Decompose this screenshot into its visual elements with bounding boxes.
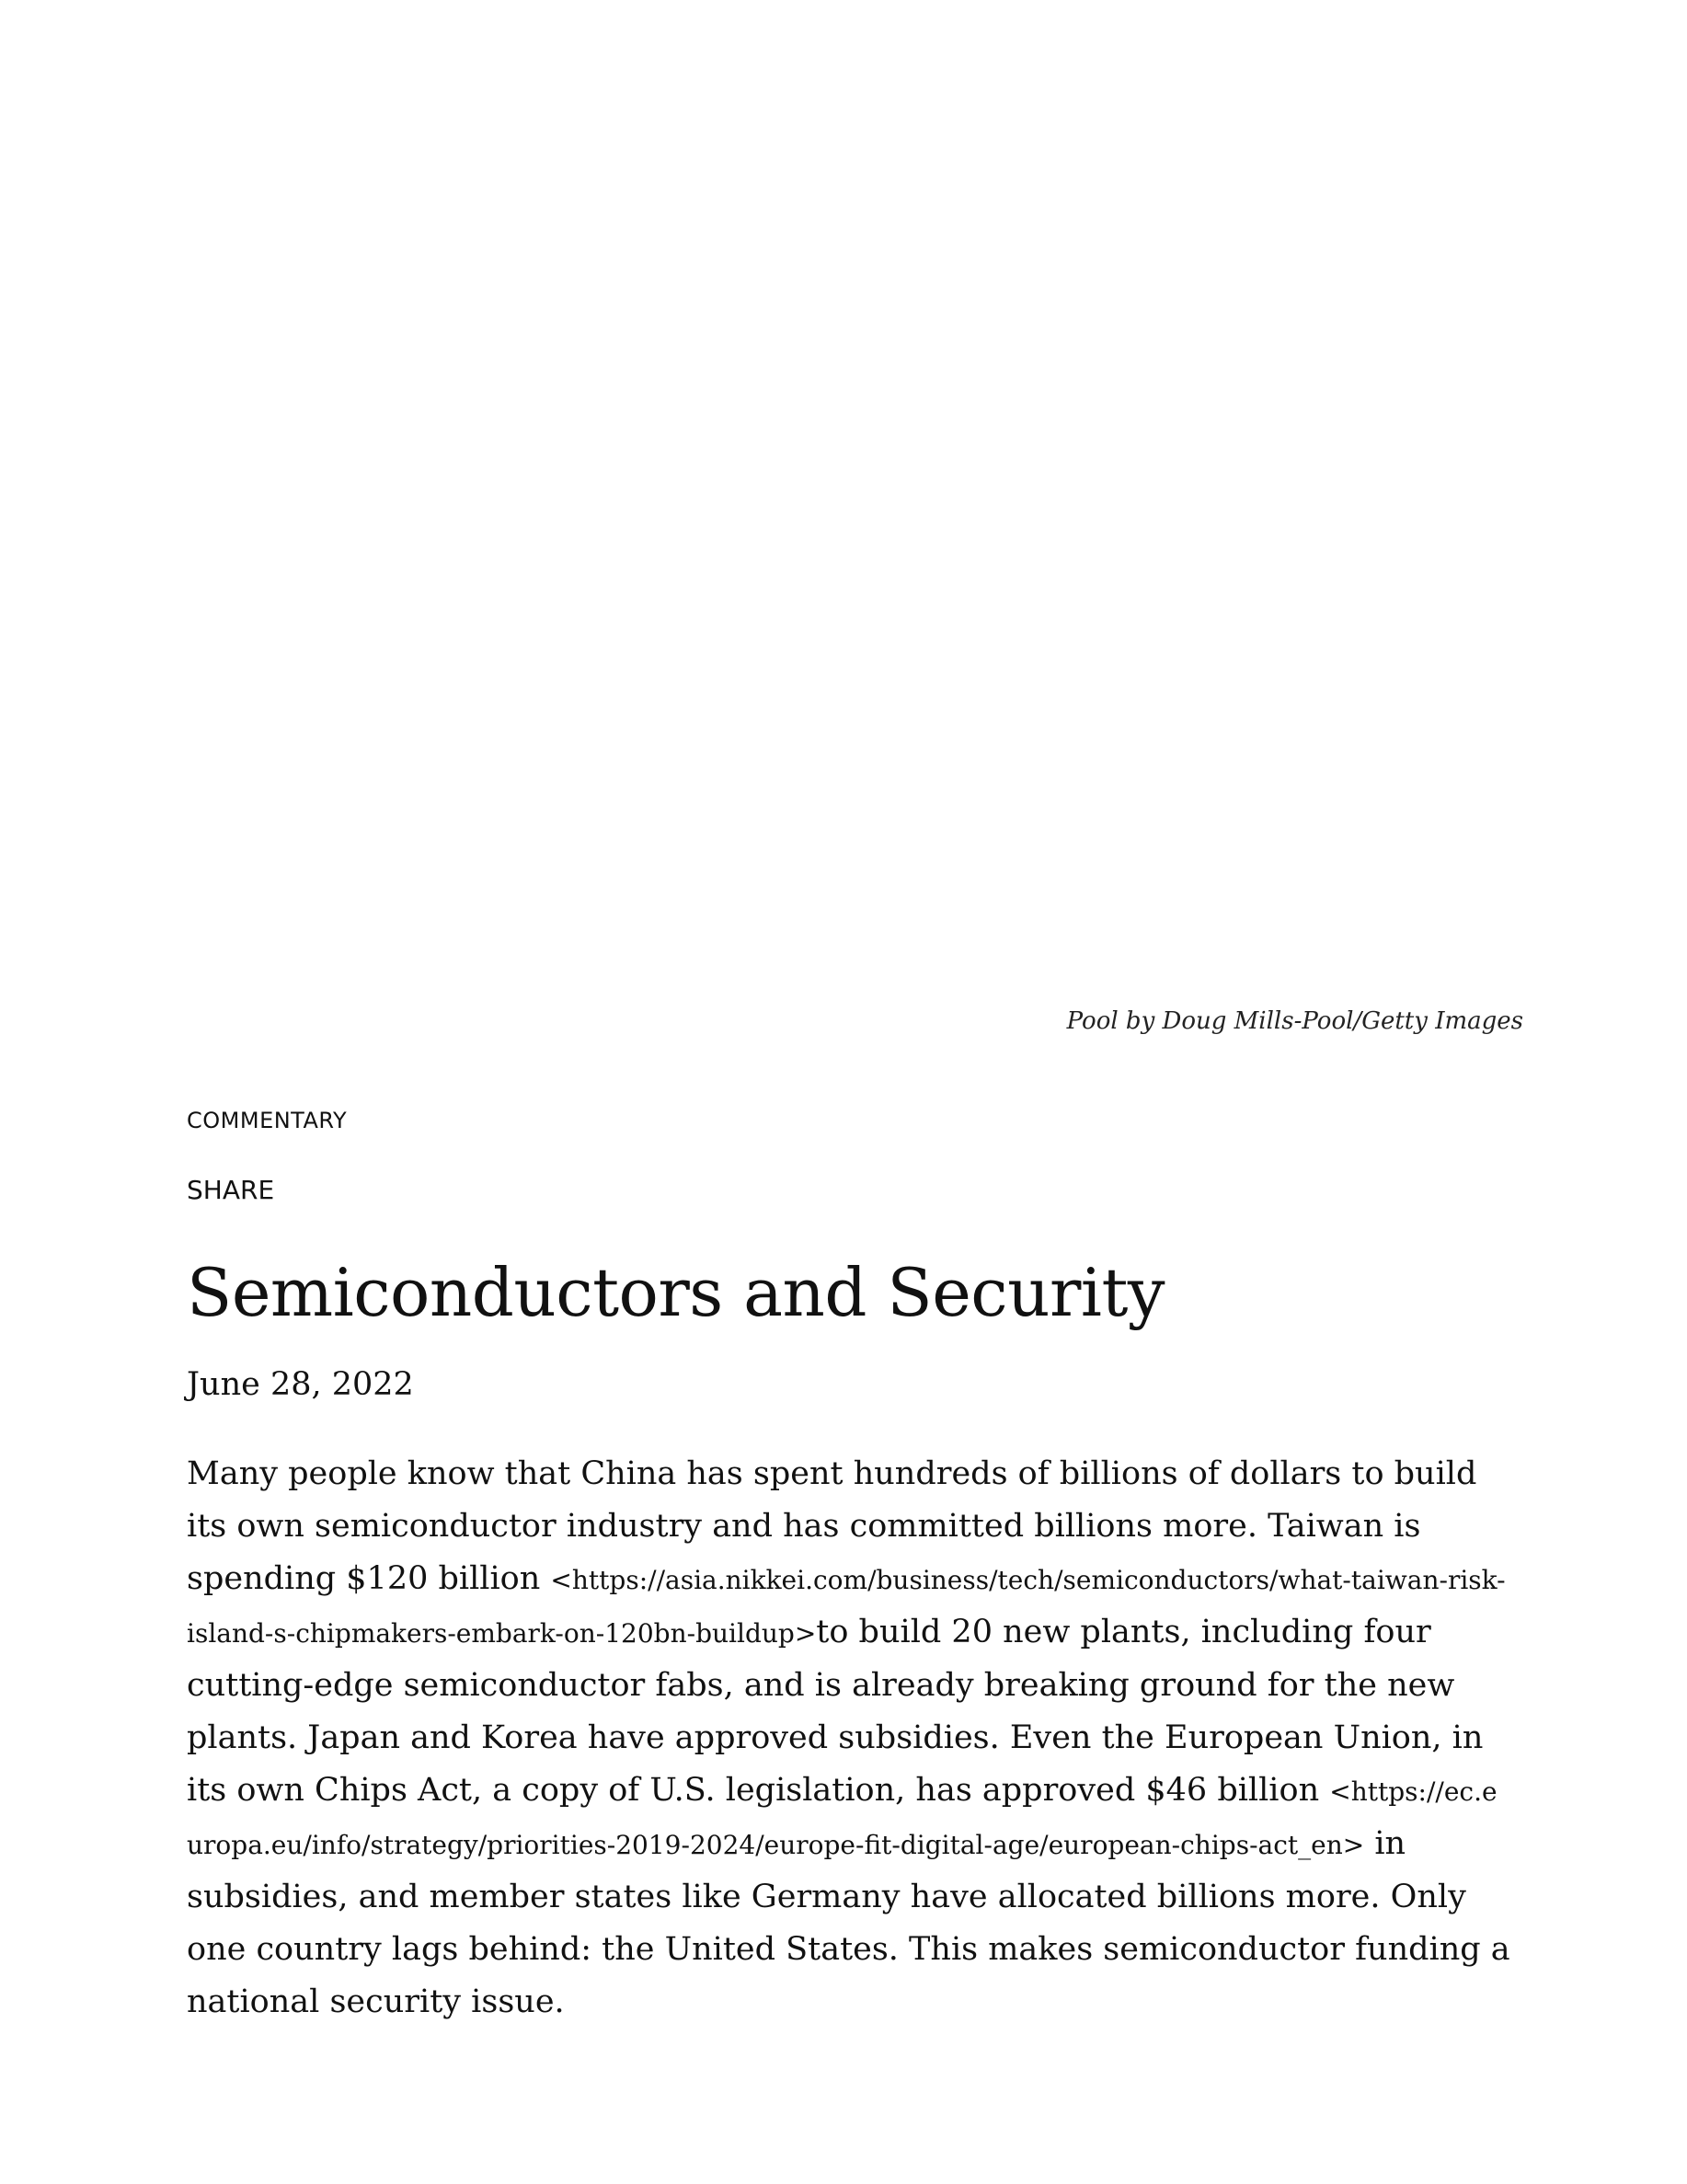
- share-button[interactable]: SHARE: [187, 1175, 275, 1205]
- body-text-part-2: to build 20 new plants, including four cutting-edge semiconductor fabs, and is already breaking ground for the new plants. Japan and Korea have approved subsidies. Even the European Union, in its own Chips Act, a copy of U.S. legislation, has approved $46 billion: [187, 1614, 1484, 1809]
- article-title: Semiconductors and Security: [187, 1254, 1165, 1331]
- taiwan-investment-link[interactable]: <https://asia.nikkei.com/business/tech/semiconductors/what-taiwan-risk-island-s-chipmakers-embark-on-120bn-buildup>: [187, 1565, 1506, 1649]
- hero-image: [0, 0, 1687, 994]
- article-date: June 28, 2022: [187, 1366, 414, 1403]
- eu-chips-act-link[interactable]: <https://ec.europa.eu/info/strategy/priorities-2019-2024/europe-fit-digital-age/european-chips-act_en>: [187, 1776, 1498, 1860]
- body-text-part-1: Many people know that China has spent hundreds of billions of dollars to build its own semiconductor industry and has committed billions more. Taiwan is spending $120 billion: [187, 1455, 1477, 1597]
- body-text-part-3: in subsidies, and member states like Germany have allocated billions more. Only one country lags behind: the United States. This makes semiconductor funding a national security issue.: [187, 1825, 1510, 2020]
- article: [187, 1102, 1511, 2061]
- photo-credit: Pool by Doug Mills-Pool/Getty Images: [1066, 1007, 1523, 1035]
- article-category: COMMENTARY: [187, 1108, 348, 1133]
- article-body: [187, 1448, 1511, 2029]
